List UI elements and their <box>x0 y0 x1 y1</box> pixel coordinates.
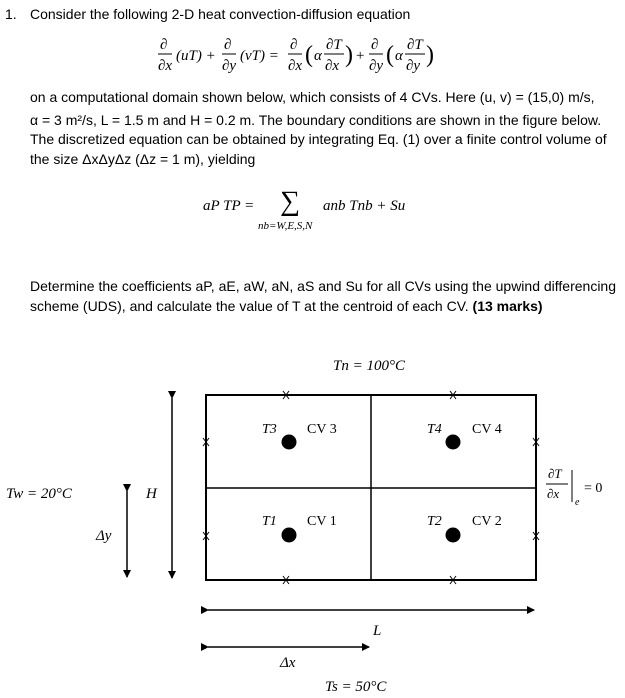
svg-text:∂: ∂ <box>224 37 232 53</box>
question-intro: Consider the following 2-D heat convection-diffusion equation <box>30 6 411 22</box>
svg-text:∂x: ∂x <box>325 58 340 74</box>
dy-label: Δy <box>96 528 112 544</box>
svg-text:): ) <box>426 42 434 68</box>
cell-label-cv3: CV 3 <box>307 422 337 437</box>
svg-text:∂y: ∂y <box>369 58 384 74</box>
height-label: H <box>146 486 157 502</box>
svg-text:e: e <box>575 497 580 508</box>
sum-index: nb=W,E,S,N <box>258 220 313 232</box>
task-line-1: Determine the coefficients aP, aE, aW, aN, aS and Su for all CVs using the upwind differencing <box>30 278 617 294</box>
node-t2 <box>446 528 461 543</box>
svg-text:∂x: ∂x <box>288 58 303 74</box>
svg-text:+: + <box>355 48 366 64</box>
domain-line-1: on a computational domain shown below, which consists of 4 CVs. Here (u, v) = (15,0) m/s, <box>30 89 595 105</box>
cell-temp-t3: T3 <box>262 422 277 437</box>
svg-text:(vT) =: (vT) = <box>240 48 279 64</box>
svg-text:(: ( <box>386 42 394 68</box>
cell-label-cv1: CV 1 <box>307 514 337 529</box>
discretized-rhs: anb Tnb + Su <box>323 198 406 214</box>
length-label: L <box>373 623 382 639</box>
cell-temp-t1: T1 <box>262 514 277 529</box>
top-boundary-condition: Tn = 100°C <box>333 358 405 374</box>
svg-text:∂x: ∂x <box>547 486 560 501</box>
svg-text:α: α <box>395 48 403 64</box>
cell-temp-t2: T2 <box>427 514 442 529</box>
cell-temp-t4: T4 <box>427 422 442 437</box>
domain-line-2: α = 3 m²/s, L = 1.5 m and H = 0.2 m. The boundary conditions are shown in the figure below. <box>30 111 602 128</box>
marks-label: (13 marks) <box>472 297 543 314</box>
cell-label-cv2: CV 2 <box>472 514 502 529</box>
svg-text:(: ( <box>305 42 313 68</box>
dx-label: Δx <box>280 655 296 671</box>
svg-text:= 0: = 0 <box>584 481 603 496</box>
svg-text:∂: ∂ <box>160 37 168 53</box>
summation-symbol: ∑ <box>280 186 300 217</box>
svg-text:∂y: ∂y <box>406 58 421 74</box>
node-t3 <box>282 435 297 450</box>
domain-line-3: The discretized equation can be obtained by integrating Eq. (1) over a finite control volume of <box>30 131 607 147</box>
task-line-2: scheme (UDS), and calculate the value of T at the centroid of each CV. <box>30 297 469 314</box>
svg-text:∂T: ∂T <box>548 466 562 481</box>
right-boundary-condition <box>540 466 602 521</box>
domain-line-4: the size ΔxΔyΔz (Δz = 1 m), yielding <box>30 150 256 167</box>
bottom-boundary-condition: Ts = 50°C <box>325 679 387 695</box>
svg-text:∂x: ∂x <box>158 58 173 74</box>
svg-text:): ) <box>345 42 353 68</box>
svg-text:∂: ∂ <box>371 37 379 53</box>
node-t4 <box>446 435 461 450</box>
discretized-lhs: aP TP = <box>203 198 255 214</box>
svg-text:∂: ∂ <box>290 37 298 53</box>
question-number: 1. <box>5 6 17 22</box>
cell-label-cv4: CV 4 <box>472 422 502 437</box>
svg-text:α: α <box>314 48 322 64</box>
svg-text:∂T: ∂T <box>407 37 423 53</box>
node-t1 <box>282 528 297 543</box>
left-boundary-condition: Tw = 20°C <box>6 486 72 502</box>
svg-text:∂y: ∂y <box>222 58 237 74</box>
right-bc-text: ∂T/∂x|e = 0 <box>540 520 545 521</box>
svg-text:∂T: ∂T <box>326 37 342 53</box>
svg-text:(uT) +: (uT) + <box>176 48 216 64</box>
